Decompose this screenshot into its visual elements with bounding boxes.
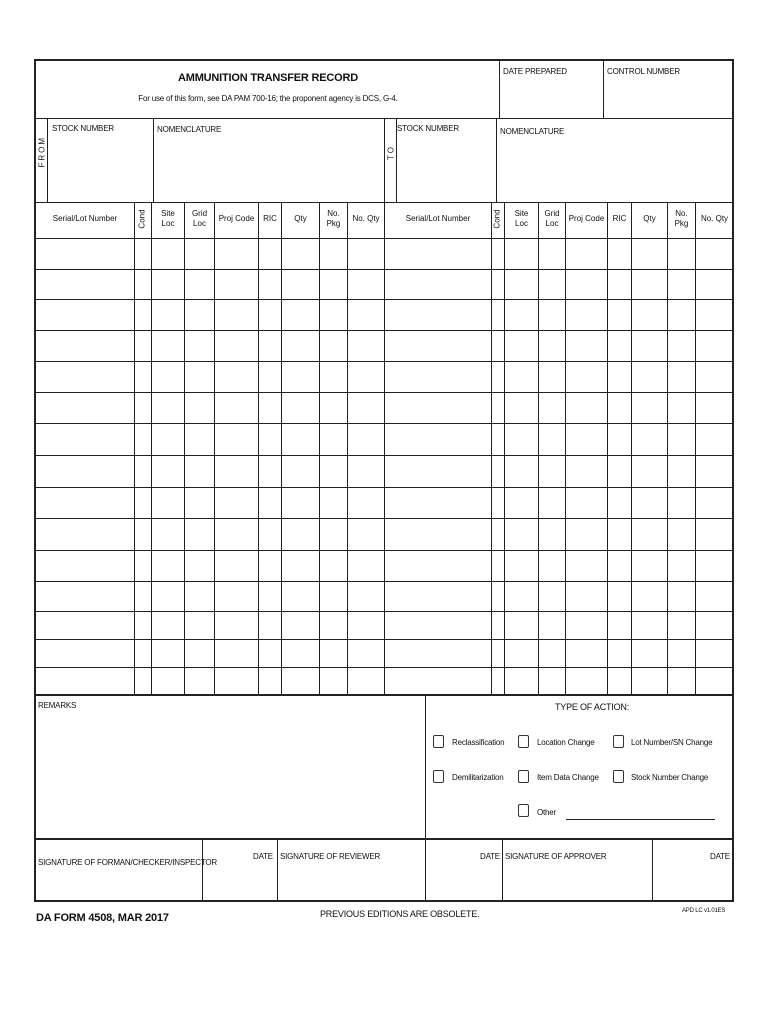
table-col-divider xyxy=(631,203,632,694)
header-divider-v1 xyxy=(499,60,500,118)
demilitarization-checkbox[interactable] xyxy=(433,770,444,783)
col-header-right-qty: Qty xyxy=(643,214,656,223)
date-prepared-field[interactable] xyxy=(501,78,601,116)
table-row xyxy=(35,238,733,239)
table-col-divider xyxy=(151,203,152,694)
col-header-left-grid-loc: Grid Loc xyxy=(191,209,208,228)
table-row xyxy=(35,392,733,393)
approver-signature-field[interactable] xyxy=(504,864,650,899)
col-header-left-no-qty: No. Qty xyxy=(352,214,380,223)
from-side-label: FROM xyxy=(37,135,47,168)
from-nomenclature-field[interactable] xyxy=(155,136,383,201)
to-nomenclature-label: NOMENCLATURE xyxy=(500,127,565,136)
sig-divider-4 xyxy=(502,840,503,901)
remarks-field[interactable] xyxy=(37,712,423,837)
date1-field[interactable] xyxy=(204,864,275,899)
from-stock-divider xyxy=(47,119,48,202)
item-data-change-label: Item Data Change xyxy=(537,773,599,782)
type-of-action-label: TYPE OF ACTION: xyxy=(555,702,630,712)
remarks-divider xyxy=(425,696,426,838)
other-input[interactable] xyxy=(566,806,715,818)
demilitarization-label: Demilitarization xyxy=(452,773,504,782)
table-row xyxy=(35,639,733,640)
sig-divider-3 xyxy=(425,840,426,901)
sig-divider-5 xyxy=(652,840,653,901)
table-row xyxy=(35,667,733,668)
table-col-divider xyxy=(258,203,259,694)
signature-top-line xyxy=(35,838,733,840)
item-data-change-checkbox[interactable] xyxy=(518,770,529,783)
reclassification-label: Reclassification xyxy=(452,738,505,747)
col-header-left-qty: Qty xyxy=(294,214,307,223)
col-header-left-site-loc: Site Loc xyxy=(161,209,175,228)
reclassification-checkbox[interactable] xyxy=(433,735,444,748)
to-nomenclature-field[interactable] xyxy=(498,138,731,201)
table-row xyxy=(35,455,733,456)
table-col-divider xyxy=(565,203,566,694)
table-row xyxy=(35,269,733,270)
location-change-label: Location Change xyxy=(537,738,595,747)
reviewer-signature-label: SIGNATURE OF REVIEWER xyxy=(280,852,381,861)
date-prepared-label: DATE PREPARED xyxy=(503,67,567,76)
col-header-right-no-qty: No. Qty xyxy=(700,214,729,223)
table-col-divider xyxy=(538,203,539,694)
lot-number-change-label: Lot Number/SN Change xyxy=(631,738,713,747)
col-header-left-cond: Cond xyxy=(138,209,147,229)
to-nomen-divider xyxy=(496,119,497,202)
table-col-divider xyxy=(281,203,282,694)
control-number-label: CONTROL NUMBER xyxy=(607,67,680,76)
table-bottom-line xyxy=(35,694,733,696)
from-stock-number-label: STOCK NUMBER xyxy=(52,124,114,133)
table-col-divider xyxy=(347,203,348,694)
table-row xyxy=(35,330,733,331)
date2-label: DATE xyxy=(480,852,500,861)
col-header-right-site-loc: Site Loc xyxy=(514,209,529,228)
stock-number-change-checkbox[interactable] xyxy=(613,770,624,783)
date1-label: DATE xyxy=(253,852,273,861)
forman-signature-field[interactable] xyxy=(37,842,200,899)
col-header-left-no-pkg: No. Pkg xyxy=(326,209,341,228)
table-col-divider xyxy=(695,203,696,694)
form-title: AMMUNITION TRANSFER RECORD xyxy=(178,72,358,84)
date3-label: DATE xyxy=(710,852,730,861)
table-col-divider xyxy=(384,203,385,694)
col-header-right-ric: RIC xyxy=(612,214,627,223)
col-header-right-proj-code: Proj Code xyxy=(568,214,605,223)
to-divider xyxy=(384,119,385,202)
header-divider-v2 xyxy=(603,60,604,118)
table-col-divider xyxy=(491,203,492,694)
table-row xyxy=(35,423,733,424)
other-input-underline xyxy=(566,819,715,820)
obsolete-note: PREVIOUS EDITIONS ARE OBSOLETE. xyxy=(320,909,480,919)
other-label: Other xyxy=(537,808,557,817)
from-nomenclature-label: NOMENCLATURE xyxy=(157,125,222,134)
version-label: APD LC v1.01ES xyxy=(682,908,726,914)
date2-field[interactable] xyxy=(427,864,500,899)
table-col-divider xyxy=(667,203,668,694)
table-col-divider xyxy=(504,203,505,694)
col-header-left-proj-code: Proj Code xyxy=(218,214,255,223)
forman-signature-label: SIGNATURE OF FORMAN/CHECKER/INSPECTOR xyxy=(38,858,217,867)
col-header-left-ric: RIC xyxy=(263,214,277,223)
table-col-divider xyxy=(607,203,608,694)
table-col-divider xyxy=(134,203,135,694)
form-id: DA FORM 4508, MAR 2017 xyxy=(36,912,169,924)
reviewer-signature-field[interactable] xyxy=(279,864,423,899)
table-col-divider xyxy=(184,203,185,694)
col-header-right-no-pkg: No. Pkg xyxy=(674,209,689,228)
date3-field[interactable] xyxy=(654,864,731,899)
col-header-left-serial: Serial/Lot Number xyxy=(52,214,118,223)
table-col-divider xyxy=(214,203,215,694)
table-row xyxy=(35,299,733,300)
form-subtitle: For use of this form, see DA PAM 700-16; the proponent agency is DCS, G-4. xyxy=(138,94,398,103)
col-header-right-grid-loc: Grid Loc xyxy=(544,209,560,228)
table-row xyxy=(35,581,733,582)
to-stock-number-field[interactable] xyxy=(398,135,495,201)
sig-divider-1 xyxy=(202,840,203,901)
sig-divider-2 xyxy=(277,840,278,901)
to-side-label: TO xyxy=(386,145,396,160)
other-checkbox[interactable] xyxy=(518,804,529,817)
from-nomen-divider xyxy=(153,119,154,202)
remarks-label: REMARKS xyxy=(38,701,77,710)
from-stock-number-field[interactable] xyxy=(49,135,152,201)
approver-signature-label: SIGNATURE OF APPROVER xyxy=(505,852,607,861)
col-header-right-cond: Cond xyxy=(493,209,502,229)
table-row xyxy=(35,611,733,612)
to-stock-number-label: STOCK NUMBER xyxy=(397,124,459,133)
lot-number-change-checkbox[interactable] xyxy=(613,735,624,748)
table-row xyxy=(35,550,733,551)
table-row xyxy=(35,361,733,362)
table-row xyxy=(35,518,733,519)
location-change-checkbox[interactable] xyxy=(518,735,529,748)
stock-number-change-label: Stock Number Change xyxy=(631,773,709,782)
table-col-divider xyxy=(319,203,320,694)
table-row xyxy=(35,487,733,488)
col-header-right-serial: Serial/Lot Number xyxy=(405,214,471,223)
control-number-field[interactable] xyxy=(605,78,731,116)
